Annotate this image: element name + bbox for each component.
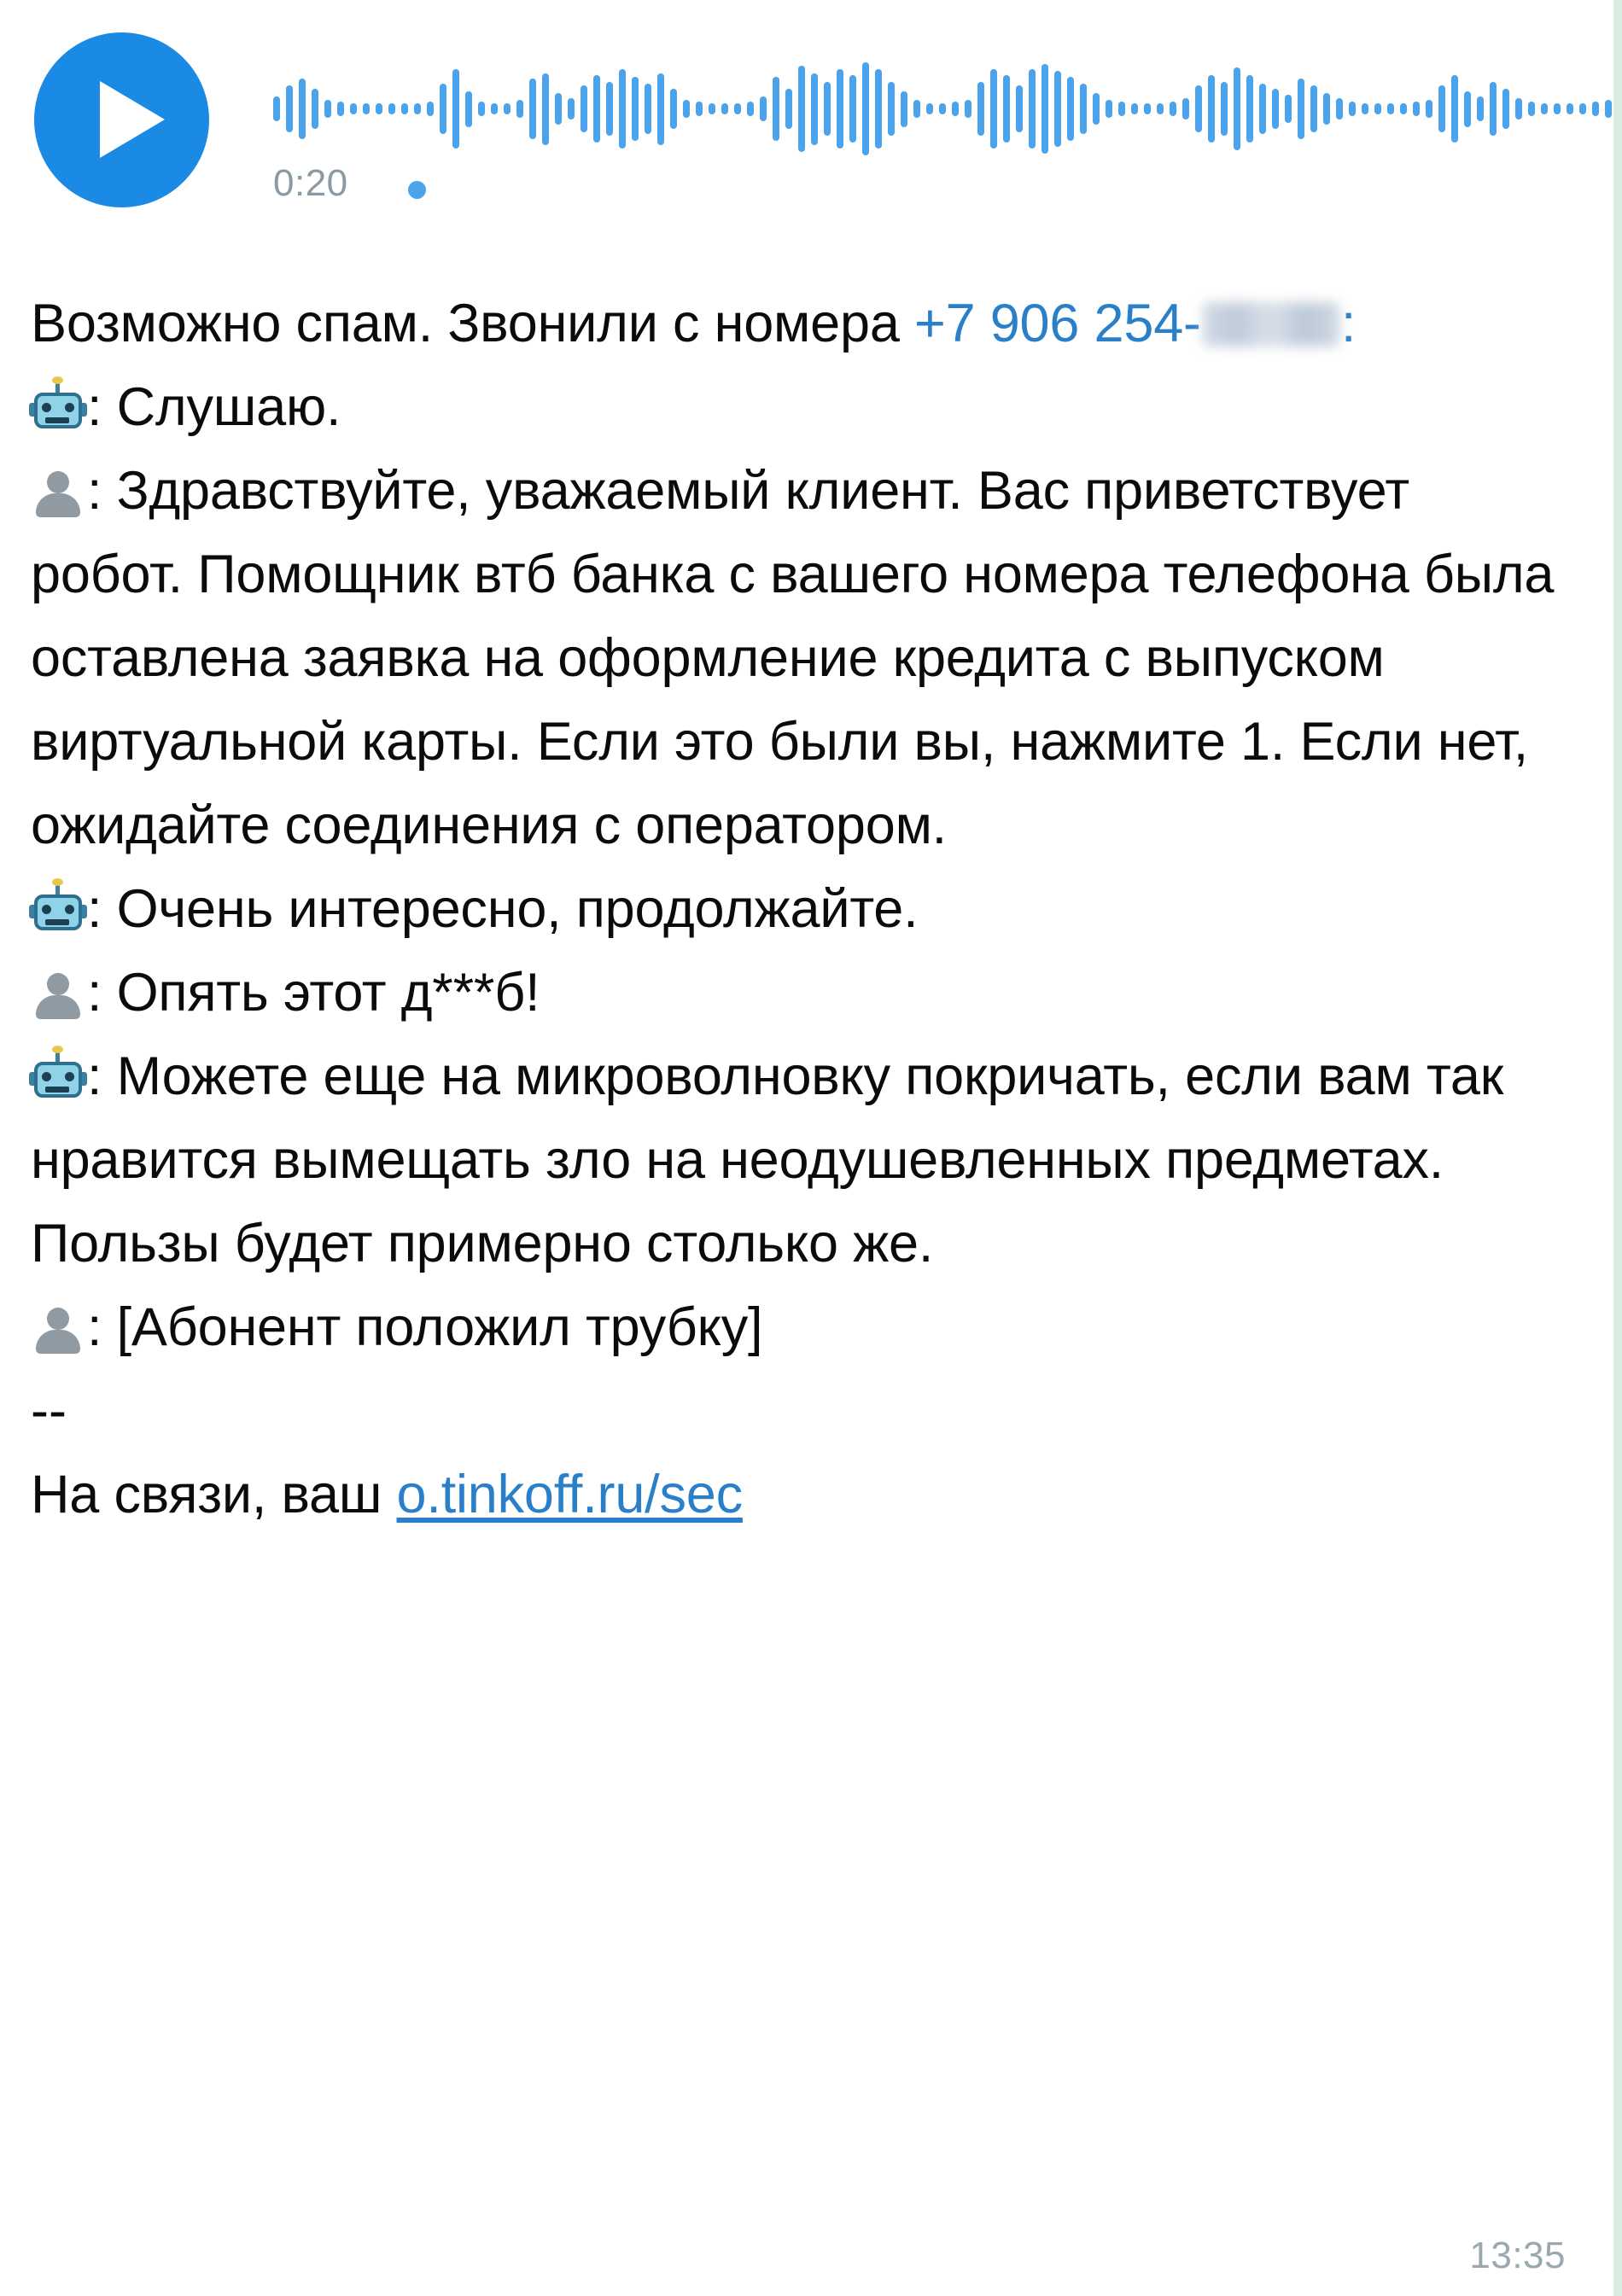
waveform-bar bbox=[1567, 103, 1573, 114]
waveform-bar bbox=[1157, 103, 1164, 114]
message-timestamp: 13:35 bbox=[1469, 2235, 1566, 2276]
transcript-text: : [Абонент положил трубку] bbox=[87, 1297, 763, 1357]
robot-icon bbox=[31, 884, 85, 937]
waveform-bar bbox=[286, 85, 293, 132]
transcript-line bbox=[31, 1285, 1576, 1369]
waveform-bar bbox=[427, 102, 434, 116]
waveform-bar bbox=[1067, 77, 1074, 142]
waveform-bar bbox=[1592, 102, 1599, 116]
waveform-bar bbox=[1541, 103, 1548, 114]
waveform-bar bbox=[990, 69, 997, 148]
waveform-bar bbox=[875, 69, 882, 148]
waveform-bar bbox=[1144, 103, 1151, 114]
waveform-bar bbox=[401, 103, 408, 114]
waveform-bar bbox=[1298, 79, 1304, 139]
waveform-bar bbox=[888, 82, 895, 136]
play-button[interactable] bbox=[34, 32, 209, 207]
waveform-bar bbox=[1003, 75, 1010, 143]
waveform-bar bbox=[1477, 96, 1484, 121]
waveform-bar bbox=[350, 103, 357, 114]
waveform-bar bbox=[376, 103, 382, 114]
waveform-bar bbox=[901, 91, 907, 127]
waveform-bar bbox=[1093, 93, 1100, 125]
waveform-bar bbox=[414, 103, 421, 114]
waveform-bar bbox=[1464, 91, 1471, 127]
waveform-bar bbox=[670, 89, 677, 128]
waveform-bar bbox=[811, 73, 818, 145]
waveform-bar bbox=[1310, 85, 1317, 132]
waveform-bar bbox=[619, 69, 626, 148]
signature-prefix: На связи, ваш bbox=[31, 1465, 397, 1524]
redacted-digits bbox=[1203, 302, 1339, 347]
waveform-bar bbox=[785, 89, 792, 128]
waveform-bar bbox=[824, 82, 831, 136]
waveform-bar bbox=[1528, 102, 1535, 116]
waveform-bar bbox=[491, 103, 498, 114]
waveform-bar bbox=[1374, 103, 1381, 114]
waveform-bar bbox=[1426, 100, 1432, 118]
waveform-bar bbox=[862, 62, 869, 155]
spam-intro-prefix: Возможно спам. Звонили с номера bbox=[31, 294, 914, 353]
waveform-bar bbox=[837, 69, 843, 148]
waveform-bar bbox=[1349, 102, 1356, 116]
waveform-bar bbox=[273, 96, 280, 121]
voice-waveform[interactable] bbox=[273, 64, 1571, 154]
waveform-bar bbox=[312, 89, 318, 128]
transcript-line bbox=[31, 951, 1576, 1034]
waveform-bar bbox=[1080, 84, 1087, 134]
waveform-bar bbox=[1106, 100, 1112, 118]
waveform-bar bbox=[504, 103, 511, 114]
transcript-line bbox=[31, 1034, 1576, 1285]
waveform-bar bbox=[1554, 103, 1561, 114]
waveform-bar bbox=[388, 103, 395, 114]
waveform-bar bbox=[1118, 102, 1125, 116]
chat-background-edge bbox=[1613, 0, 1622, 2296]
waveform-bar bbox=[1170, 102, 1176, 116]
waveform-bar bbox=[1400, 103, 1407, 114]
waveform-bar bbox=[593, 75, 600, 143]
waveform-bar bbox=[1362, 103, 1368, 114]
spam-intro-suffix: : bbox=[1340, 294, 1357, 353]
waveform-bar bbox=[516, 100, 523, 118]
waveform-bar bbox=[529, 79, 536, 139]
waveform-bar bbox=[939, 103, 946, 114]
waveform-bar bbox=[1016, 85, 1023, 132]
waveform-bar bbox=[632, 77, 639, 142]
waveform-bar bbox=[926, 103, 933, 114]
waveform-bar bbox=[1285, 95, 1292, 124]
waveform-bar bbox=[1387, 103, 1394, 114]
waveform-bar bbox=[709, 103, 715, 114]
waveform-bar bbox=[657, 73, 664, 145]
waveform-bar bbox=[581, 85, 587, 132]
unread-dot bbox=[408, 181, 426, 199]
play-icon bbox=[100, 81, 165, 158]
transcript-line bbox=[31, 449, 1576, 867]
message-text bbox=[31, 282, 1576, 1536]
waveform-bar bbox=[1336, 98, 1343, 119]
transcript-text: : Слушаю. bbox=[87, 377, 341, 437]
waveform-bar bbox=[1272, 89, 1279, 128]
waveform-bar bbox=[965, 100, 971, 118]
robot-icon bbox=[31, 382, 85, 435]
waveform-bar bbox=[1041, 64, 1048, 154]
waveform-bar bbox=[645, 84, 651, 134]
waveform-bar bbox=[324, 100, 331, 118]
transcript-line bbox=[31, 867, 1576, 951]
waveform-bar bbox=[1029, 69, 1036, 148]
waveform-bar bbox=[555, 93, 562, 125]
waveform-bar bbox=[747, 102, 754, 116]
waveform-bar bbox=[606, 82, 613, 136]
waveform-bar bbox=[1182, 98, 1189, 119]
waveform-bar bbox=[337, 102, 344, 116]
waveform-bar bbox=[363, 103, 370, 114]
waveform-bar bbox=[849, 75, 856, 143]
waveform-bar bbox=[1195, 85, 1202, 132]
person-icon bbox=[31, 968, 85, 1021]
voice-duration: 0:20 bbox=[273, 162, 348, 204]
spam-intro-line bbox=[31, 282, 1576, 365]
waveform-bar bbox=[696, 102, 703, 116]
waveform-bar bbox=[683, 100, 690, 118]
waveform-bar bbox=[1131, 103, 1138, 114]
waveform-bar bbox=[452, 69, 459, 148]
transcript-text: : Здравствуйте, уважаемый клиент. Вас приветствует робот. Помощник втб банка с вашего номера телефона была оставлена заявка на оформление кредита с выпуском виртуальной карты. Если это были вы, нажмите 1. Если нет, ожидайте соединения с оператором. bbox=[31, 461, 1555, 855]
waveform-bar bbox=[977, 82, 984, 136]
waveform-bar bbox=[1234, 67, 1240, 150]
waveform-bar bbox=[798, 66, 805, 152]
person-icon bbox=[31, 466, 85, 519]
waveform-bar bbox=[1323, 93, 1330, 125]
waveform-bar bbox=[1451, 75, 1458, 143]
signature-link[interactable]: o.tinkoff.ru/sec bbox=[396, 1465, 743, 1524]
signature-separator: -- bbox=[31, 1381, 67, 1441]
waveform-bar bbox=[1490, 82, 1497, 136]
waveform-bar bbox=[542, 73, 549, 145]
waveform-bar bbox=[1054, 71, 1061, 146]
waveform-bar bbox=[1208, 75, 1215, 143]
waveform-bar bbox=[760, 96, 767, 121]
waveform-bar bbox=[465, 91, 472, 127]
transcript-line bbox=[31, 365, 1576, 449]
waveform-bar bbox=[734, 103, 741, 114]
waveform-bar bbox=[568, 98, 575, 119]
waveform-bar bbox=[440, 84, 446, 134]
waveform-bar bbox=[1605, 100, 1612, 118]
signature-line bbox=[31, 1453, 1576, 1536]
voice-message-row bbox=[0, 0, 1613, 248]
waveform-bar bbox=[1246, 75, 1253, 143]
person-icon bbox=[31, 1302, 85, 1355]
waveform-bar bbox=[1259, 84, 1266, 134]
waveform-bar bbox=[773, 77, 779, 142]
caller-phone-number[interactable]: +7 906 254- bbox=[913, 294, 1201, 353]
waveform-bar bbox=[913, 100, 920, 118]
waveform-bar bbox=[299, 79, 306, 139]
robot-icon bbox=[31, 1052, 85, 1104]
waveform-bar bbox=[1579, 103, 1586, 114]
waveform-bar bbox=[1221, 82, 1228, 136]
waveform-bar bbox=[1515, 98, 1522, 119]
transcript-text: : Можете еще на микроволновку покричать, если вам так нравится вымещать зло на неодушевленных предметах. Пользы будет примерно столько же. bbox=[31, 1046, 1504, 1273]
waveform-bar bbox=[478, 102, 485, 116]
transcript-text: : Очень интересно, продолжайте. bbox=[87, 879, 919, 939]
waveform-bar bbox=[1438, 85, 1445, 132]
transcript-text: : Опять этот д***б! bbox=[87, 963, 540, 1023]
waveform-bar bbox=[721, 103, 728, 114]
waveform-bar bbox=[1502, 89, 1509, 128]
waveform-bar bbox=[952, 102, 959, 116]
waveform-bar bbox=[1413, 102, 1420, 116]
